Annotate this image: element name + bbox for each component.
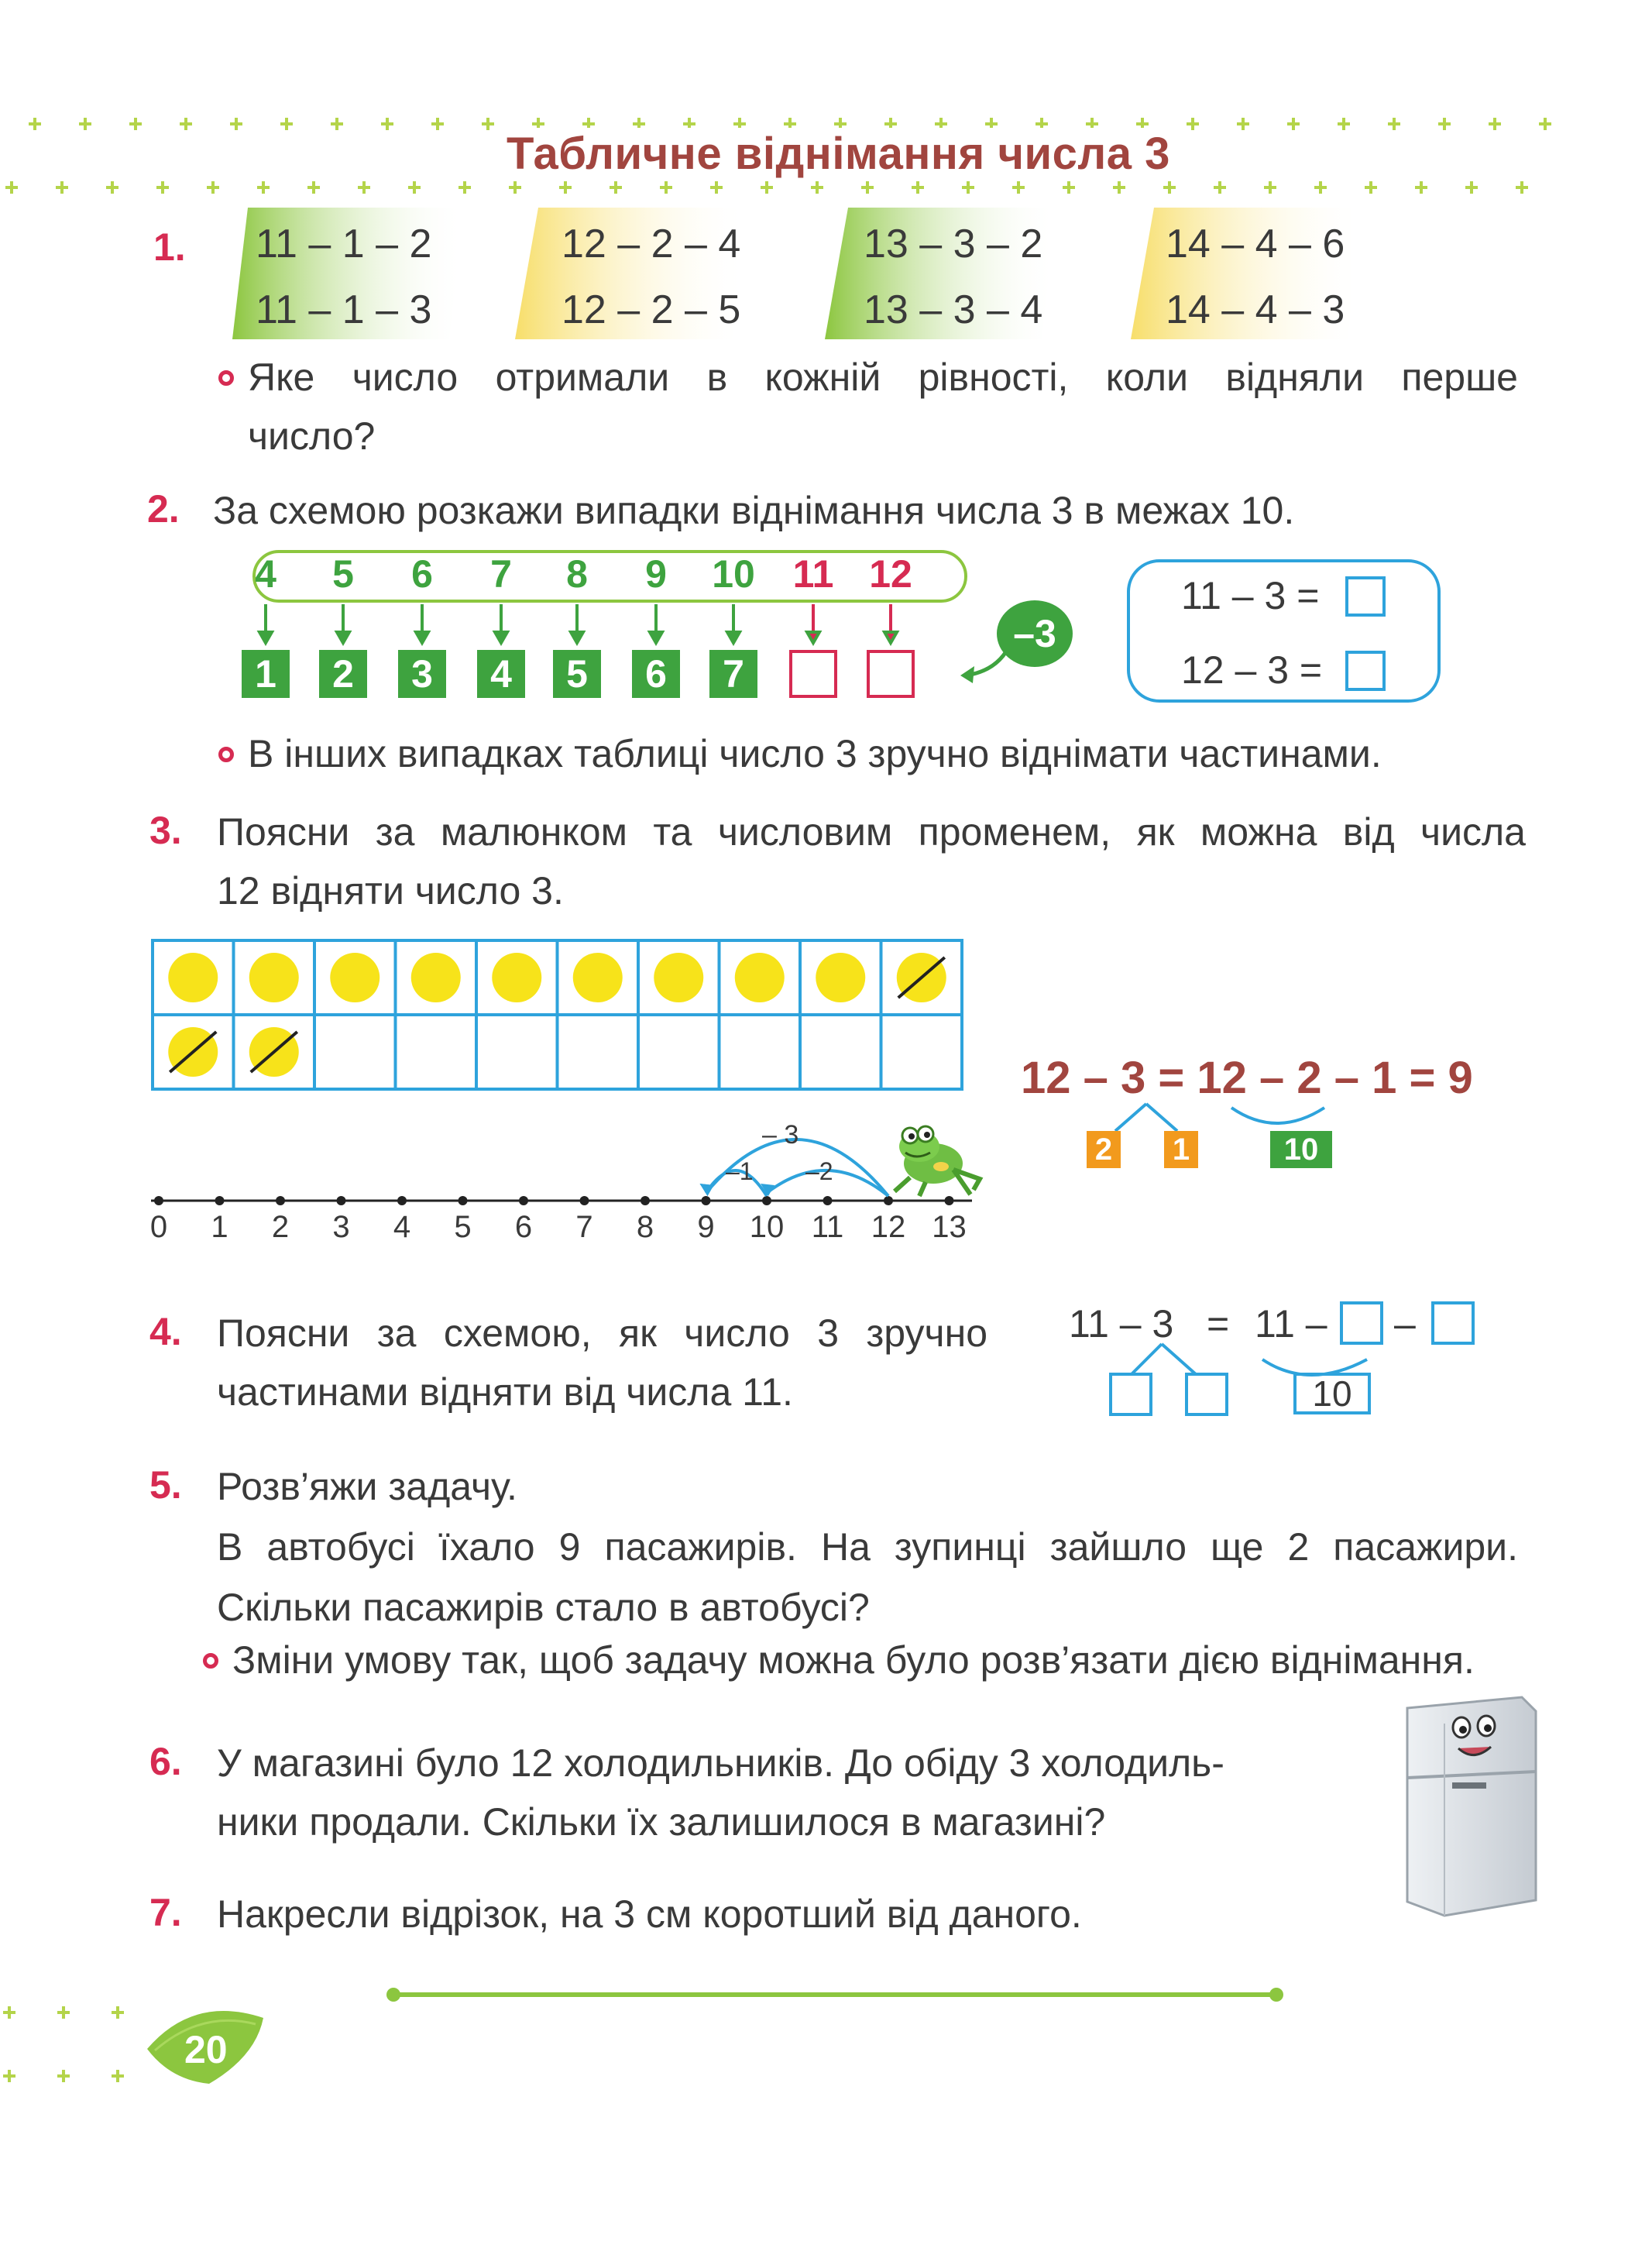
task6-number: 6. (149, 1740, 182, 1783)
task1-expr-1a: 11 – 1 – 2 (256, 222, 432, 266)
plus-decor (381, 118, 393, 130)
down-arrow-head (650, 632, 662, 643)
task4-answer-box-d[interactable] (1185, 1373, 1228, 1416)
counter-dot (330, 953, 380, 1002)
counter-dot (411, 953, 461, 1002)
down-arrow-head (259, 632, 272, 643)
task2-top-number: 12 (869, 552, 912, 596)
plus-decor (1287, 118, 1300, 130)
down-arrow-head (807, 632, 819, 643)
plus-decor (5, 181, 18, 194)
number-line-tick-label: 6 (514, 1210, 533, 1244)
plus-decor (660, 181, 672, 194)
number-line-point (459, 1196, 468, 1205)
ten-frame (151, 939, 980, 1098)
number-line-point (337, 1196, 346, 1205)
badge-2-label: 2 (1094, 1132, 1113, 1167)
task5-line1: Розв’яжи задачу. (217, 1465, 517, 1508)
arc-label-minus1: –1 (726, 1157, 754, 1185)
task1-expr-4a: 14 – 4 – 6 (1166, 222, 1345, 266)
task2-top-number: 9 (645, 552, 667, 596)
plus-decor (1237, 118, 1249, 130)
task3-badge-1 (1164, 1131, 1198, 1168)
down-arrow-head (416, 632, 428, 643)
number-line-tick-label: 5 (454, 1210, 472, 1244)
given-segment (386, 1983, 1284, 2006)
task2-top-number: 8 (566, 552, 588, 596)
task4-expr-right: 11 – (1255, 1302, 1327, 1346)
plus-decor (1415, 181, 1427, 194)
number-line-point (702, 1196, 711, 1205)
plus-decor (559, 181, 572, 194)
number-line-point (215, 1196, 225, 1205)
plus-decor (761, 181, 773, 194)
task4-expr-left: 11 – 3 (1069, 1302, 1174, 1346)
down-arrow-head (884, 632, 897, 643)
task1-expr-4b: 14 – 4 – 3 (1166, 287, 1345, 332)
plus-decor (56, 181, 68, 194)
badge-10-label: 10 (1283, 1132, 1319, 1167)
plus-decor (112, 2006, 124, 2019)
plus-decor (1063, 181, 1075, 194)
down-arrow-head (727, 632, 740, 643)
number-line-point (397, 1196, 407, 1205)
plus-decor (1465, 181, 1478, 194)
counter-dot (735, 953, 785, 1002)
task4-line1: Поясни за схемою, як число 3 зручно (217, 1311, 987, 1355)
task4-answer-box-b[interactable] (1431, 1301, 1475, 1345)
task4-answer-box-a[interactable] (1340, 1301, 1383, 1345)
arc-label-minus3: – 3 (762, 1120, 799, 1150)
arc-label-minus2: –2 (805, 1157, 833, 1185)
minus-three-badge (997, 600, 1073, 667)
plus-decor (358, 181, 370, 194)
task1-expr-3b: 13 – 3 – 4 (864, 287, 1043, 332)
plus-decor (1338, 118, 1350, 130)
task5-number: 5. (149, 1463, 182, 1507)
bullet-icon (218, 370, 234, 386)
number-line-point (641, 1196, 650, 1205)
task4-ten-box (1293, 1373, 1371, 1414)
plus-decor (1187, 118, 1199, 130)
task7-text: Накресли відрізок, на 3 см коротший від даного. (217, 1892, 1082, 1936)
task2-empty-square[interactable] (789, 650, 837, 698)
number-line-tick-label: 13 (932, 1210, 967, 1244)
minus-three-label: –3 (1013, 612, 1056, 655)
task4-ten-label: 10 (1312, 1373, 1352, 1414)
plus-decor (1113, 181, 1125, 194)
task3-badge-10 (1270, 1131, 1332, 1168)
fridge-icon (1398, 1693, 1545, 1925)
plus-decor (861, 181, 874, 194)
down-arrow-head (571, 632, 583, 643)
plus-decor (509, 181, 521, 194)
plus-decor (610, 181, 622, 194)
task2-top-number: 5 (332, 552, 354, 596)
task4-equals: = (1207, 1302, 1230, 1346)
task1-question-line2: число? (248, 414, 376, 458)
number-line-tick-label: 7 (575, 1210, 593, 1244)
counter-dot (573, 953, 623, 1002)
plus-decor (408, 181, 421, 194)
number-line-point (276, 1196, 285, 1205)
plus-decor (1388, 118, 1400, 130)
page-number: 20 (184, 2028, 228, 2071)
counter-dot (816, 953, 865, 1002)
counter-dot (654, 953, 703, 1002)
task5-line2: В автобусі їхало 9 пасажирів. На зупинці зайшло ще 2 пасажири. (217, 1525, 1518, 1569)
number-line-point (154, 1196, 163, 1205)
badge-1-label: 1 (1172, 1132, 1190, 1167)
task4-line2: частинами відняти від числа 11. (217, 1370, 793, 1414)
plus-decor (307, 181, 320, 194)
task2-result-square: 2 (319, 650, 367, 698)
task3-badge-2 (1087, 1131, 1121, 1168)
plus-decor (1012, 181, 1025, 194)
number-line-tick-label: 2 (271, 1210, 290, 1244)
task7-number: 7. (149, 1891, 182, 1934)
task4-answer-box-c[interactable] (1109, 1373, 1152, 1416)
task2-result-square: 6 (632, 650, 680, 698)
page-title: Табличне віднімання числа 3 (496, 128, 1181, 180)
plus-decor (431, 118, 444, 130)
plus-decor (482, 118, 494, 130)
number-line-tick-label: 8 (636, 1210, 654, 1244)
plus-decor (1516, 181, 1528, 194)
plus-decor (207, 181, 219, 194)
plus-decor (1264, 181, 1276, 194)
task2-eq1: 11 – 3 = (1181, 574, 1320, 617)
plus-decor (257, 181, 270, 194)
counter-dot (492, 953, 541, 1002)
task2-text: За схемою розкажи випадки віднімання числа 3 в межах 10. (213, 489, 1295, 532)
number-line-point (762, 1196, 771, 1205)
plus-decor (912, 181, 924, 194)
plus-decor (180, 118, 192, 130)
bullet-icon (203, 1653, 218, 1669)
plus-decor (811, 181, 823, 194)
task2-result-square: 4 (477, 650, 525, 698)
task2-result-square: 5 (553, 650, 601, 698)
number-line-point (519, 1196, 528, 1205)
task2-result-square: 1 (242, 650, 290, 698)
number-line-tick-label: 10 (749, 1210, 785, 1244)
bullet-icon (218, 747, 234, 762)
task2-eq2: 12 – 3 = (1181, 648, 1323, 692)
task2-number: 2. (147, 487, 180, 531)
task4-minus: – (1394, 1302, 1416, 1346)
down-arrow-head (495, 632, 507, 643)
task2-top-number: 6 (411, 552, 433, 596)
task5-line3: Скільки пасажирів стало в автобусі? (217, 1586, 870, 1629)
number-line-tick-label: 11 (811, 1210, 844, 1244)
task1-expr-3a: 13 – 3 – 2 (864, 222, 1043, 266)
number-line-tick-label: 9 (697, 1210, 715, 1244)
task5-note: Зміни умову так, щоб задачу можна було розв’язати дією віднімання. (232, 1638, 1475, 1682)
plus-decor (230, 118, 242, 130)
task2-top-number: 4 (255, 552, 276, 596)
task2-result-square: 7 (709, 650, 757, 698)
plus-decor (280, 118, 293, 130)
plus-decor (3, 2070, 15, 2082)
task1-expr-2a: 12 – 2 – 4 (562, 222, 741, 266)
plus-decor (1365, 181, 1377, 194)
number-line-tick-label: 4 (393, 1210, 411, 1244)
task1-expr-1b: 11 – 1 – 3 (256, 287, 432, 332)
plus-decor (3, 2006, 15, 2019)
task1-expr-2b: 12 – 2 – 5 (562, 287, 741, 332)
plus-decor (962, 181, 974, 194)
task3-number: 3. (149, 809, 182, 852)
plus-decor (1438, 118, 1451, 130)
plus-decor (129, 118, 142, 130)
decor-plus-pattern-bottom (0, 1999, 155, 2091)
arc-minus1-head (700, 1184, 714, 1196)
task4-number: 4. (149, 1310, 182, 1353)
number-line-tick-label: 3 (332, 1210, 350, 1244)
task3-line1: Поясни за малюнком та числовим променем, як можна від числа (217, 810, 1526, 854)
number-line-tick-label: 1 (211, 1210, 228, 1244)
task2-note: В інших випадках таблиці число 3 зручно віднімати частинами. (248, 732, 1382, 775)
plus-decor (1214, 181, 1226, 194)
task2-answer-box-2[interactable] (1345, 651, 1386, 691)
task2-top-number: 10 (712, 552, 755, 596)
plus-decor (29, 118, 41, 130)
plus-decor (710, 181, 723, 194)
task2-top-number: 7 (490, 552, 512, 596)
frog-icon (879, 1115, 987, 1201)
counter-dot (249, 953, 299, 1002)
plus-decor (79, 118, 91, 130)
number-line-tick-label: 12 (871, 1210, 906, 1244)
number-line-point (823, 1196, 833, 1205)
plus-decor (331, 118, 343, 130)
task1-question-line1: Яке число отримали в кожній рівності, коли відняли перше (248, 356, 1518, 399)
task2-answer-box-1[interactable] (1345, 576, 1386, 617)
plus-decor (1539, 118, 1551, 130)
plus-decor (57, 2070, 70, 2082)
task3-equation: 12 – 3 = 12 – 2 – 1 = 9 (1021, 1053, 1473, 1103)
plus-decor (156, 181, 169, 194)
number-line-point (580, 1196, 589, 1205)
number-line-tick-label: 0 (149, 1210, 168, 1244)
counter-dot (168, 953, 218, 1002)
task2-top-number: 11 (792, 552, 834, 596)
task3-equation-brackets (1084, 1100, 1379, 1146)
plus-decor (1489, 118, 1501, 130)
plus-decor (459, 181, 471, 194)
task6-line2: ники продали. Скільки їх залишилося в магазині? (217, 1800, 1106, 1844)
plus-decor (1314, 181, 1327, 194)
task1-number: 1. (153, 225, 186, 269)
task6-line1: У магазині було 12 холодильників. До обіду 3 холодиль- (217, 1741, 1224, 1785)
plus-decor (106, 181, 118, 194)
task2-result-square: 3 (398, 650, 446, 698)
task3-line2: 12 відняти число 3. (217, 869, 564, 913)
down-arrow-head (337, 632, 349, 643)
task2-empty-square[interactable] (867, 650, 915, 698)
plus-decor (57, 2006, 70, 2019)
plus-decor (1163, 181, 1176, 194)
plus-decor (112, 2070, 124, 2082)
